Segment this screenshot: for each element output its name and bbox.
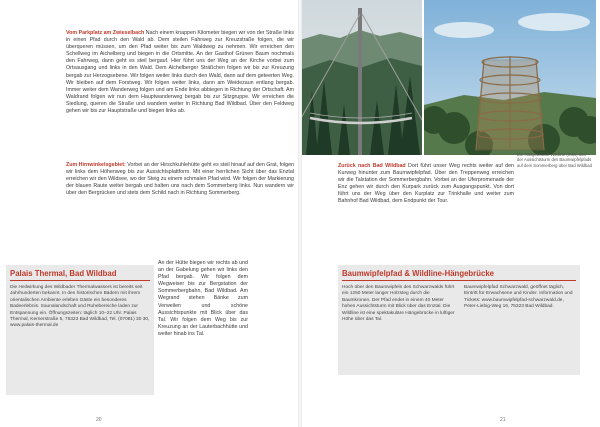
page-number-right: 21 [500, 417, 506, 423]
info-box-title: Palais Thermal, Bad Wildbad [10, 269, 117, 278]
intro-text: Nach einem knappen Kilometer biegen wir von der Straße links in einen Pfad durch den Wald ab. Dem steilen Fahrweg zur Kreuzstraße folgen, die wir überqueren müssen, um den Pfad weiter bis zum Waldweg zu nehmen. Wir erreichen den Schellweg im Aichelberg und biegen in die Ortsmitte. An der Gasthof Grünen Baum nochmals den Fahrweg, dann geht es steil bergauf. Hier führt uns der Weg an der Kirche vorbei zum Ortsausgang und links in den Wald. Dem Alchelberger Sträßchen folgen wir bis zur Kreuzung bergab zur Herzogsebene. Wir folgen weiter links durch den Wald, dann auf dem geteerten Weg. Wir bleiben auf dem Forstweg. Wir folgen weiter links, dann am Weidezaun entlang bergab. Immer weiter dem Wanderweg folgen und am Ende links abbiegen in Richtung der Ortschaft. Am Waldrand folgen wir nun dem Hauptwanderweg bergab bis zur Sitzgruppe. Wir erreichen die Siedlung, queren die Straße und wandern weiter in Richtung Bad Wildbad. Über den Feldweg gehen wir bis zur Hauptstraße und biegen links ab. [66, 30, 294, 115]
photo-caption: Die Hängebrücke Wildline (links) und der Aussichtsturm des Baumwipfelpfads auf dem Sommerberg über Bad Wildbad [517, 152, 592, 168]
photo-suspension-bridge [300, 0, 422, 155]
page-number-left: 20 [96, 417, 102, 423]
narrow-column-text: An der Hütte biegen wir rechts ab und an der Gabelung gehen wir links den Pfad bergab. Wir folgen dem Wegweiser bis zur Bergstation der Sommerbergbahn, Bad Wildbad. Am Wegrand stehen Bänke zum Verweilen und schöne Aussichtspunkte mit Blick über das Tal. Wir folgen dem Weg bis zur Kreuzung an der Lauterbachhütte und weiter hinab ins Tal. [158, 260, 248, 337]
bridge-photo-illustration [300, 0, 422, 155]
section2-paragraph [66, 162, 294, 257]
right-page [300, 0, 600, 427]
info-box-body-col1: Hoch über den Baumwipfeln des Schwarzwalds führt ein 1250 Meter langer Holzsteg durch die Baumkronen. Der Pfad endet in einem 40 Meter hohen Aussichtsturm mit Blick über das Enztal. Die Wildline ist eine spektakuläre Hängebrücke in luftiger Höhe über das Tal. [342, 285, 455, 323]
section2-text: Vorbei an der Hirschkuhlehütte geht es steil hinauf auf den Grat, folgen wir links dem Höhenweg bis zur Aussichtsplattform. Mit einer herrlichen Sicht über das Enztal erreichen wir den Wildsee, wo der Steig zu einem schmalen Pfad wird. Wir folgen der Markierung der blauen Raute weiter bergab und halten uns nach dem Sommerberg links. Nun wandern wir über den Bergrücken und stets dem Schild nach in Richtung Sommerberg. [66, 162, 294, 197]
info-box-body: Die Heilwirkung des Wildbader Thermalwassers ist bereits seit Jahrhunderten bekannt. In den historischen Bädern mit ihrem orientalischen Ambiente erleben Gäste ein besonderes Badeerlebnis. Saunalandschaft und Ruhebereiche laden zur Entspannung ein. Öffnungszeiten: täglich 10–22 Uhr. Palais Thermal, Kernerstraße 5, 75323 Bad Wildbad, Tel. (07081) 30 30, www.palais-thermal.de [10, 285, 150, 329]
info-box-title: Baumwipfelpfad & Wildline-Hängebrücke [342, 269, 494, 278]
photo-treetop-tower [424, 0, 596, 155]
info-box-rule [10, 280, 150, 281]
return-section-lead: Zurück nach Bad Wildbad [338, 163, 406, 169]
intro-lead: Vom Parkplatz am Zwieselbach [66, 30, 145, 36]
info-box-palais-thermal [6, 265, 154, 395]
return-section-text: Dort führt unser Weg rechts weiter auf den Kurweg hinunter zum Baumwipfelpfad. Über den Treppenweg erreichen wir die Talstation der Sommerbergbahn. Vorbei an der Uferpromenade der Enz gehen wir durch den Kurpark zurück zum Ausgangspunkt. Von dort führt uns der Weg über den Kurplatz zur Trinkhalle und weiter zum Bahnhof Bad Wildbad, dem Endpunkt der Tour. [338, 163, 514, 205]
info-box-body-col2: Baumwipfelpfad Schwarzwald, geöffnet täglich, Eintritt für Erwachsene und Kinder. Information und Tickets: www.baumwipfelpfad-schwarzwald.de, Peter-Liebig-Weg 16, 75323 Bad Wildbad. [464, 285, 573, 310]
tower-photo-illustration [424, 0, 596, 155]
info-box-rule [342, 280, 576, 281]
book-gutter [298, 0, 302, 427]
section2-lead: Zum Hirnwinkelsgebiet: [66, 162, 126, 168]
info-box-baumwipfelpfad [338, 265, 580, 375]
return-section-paragraph [338, 163, 514, 253]
